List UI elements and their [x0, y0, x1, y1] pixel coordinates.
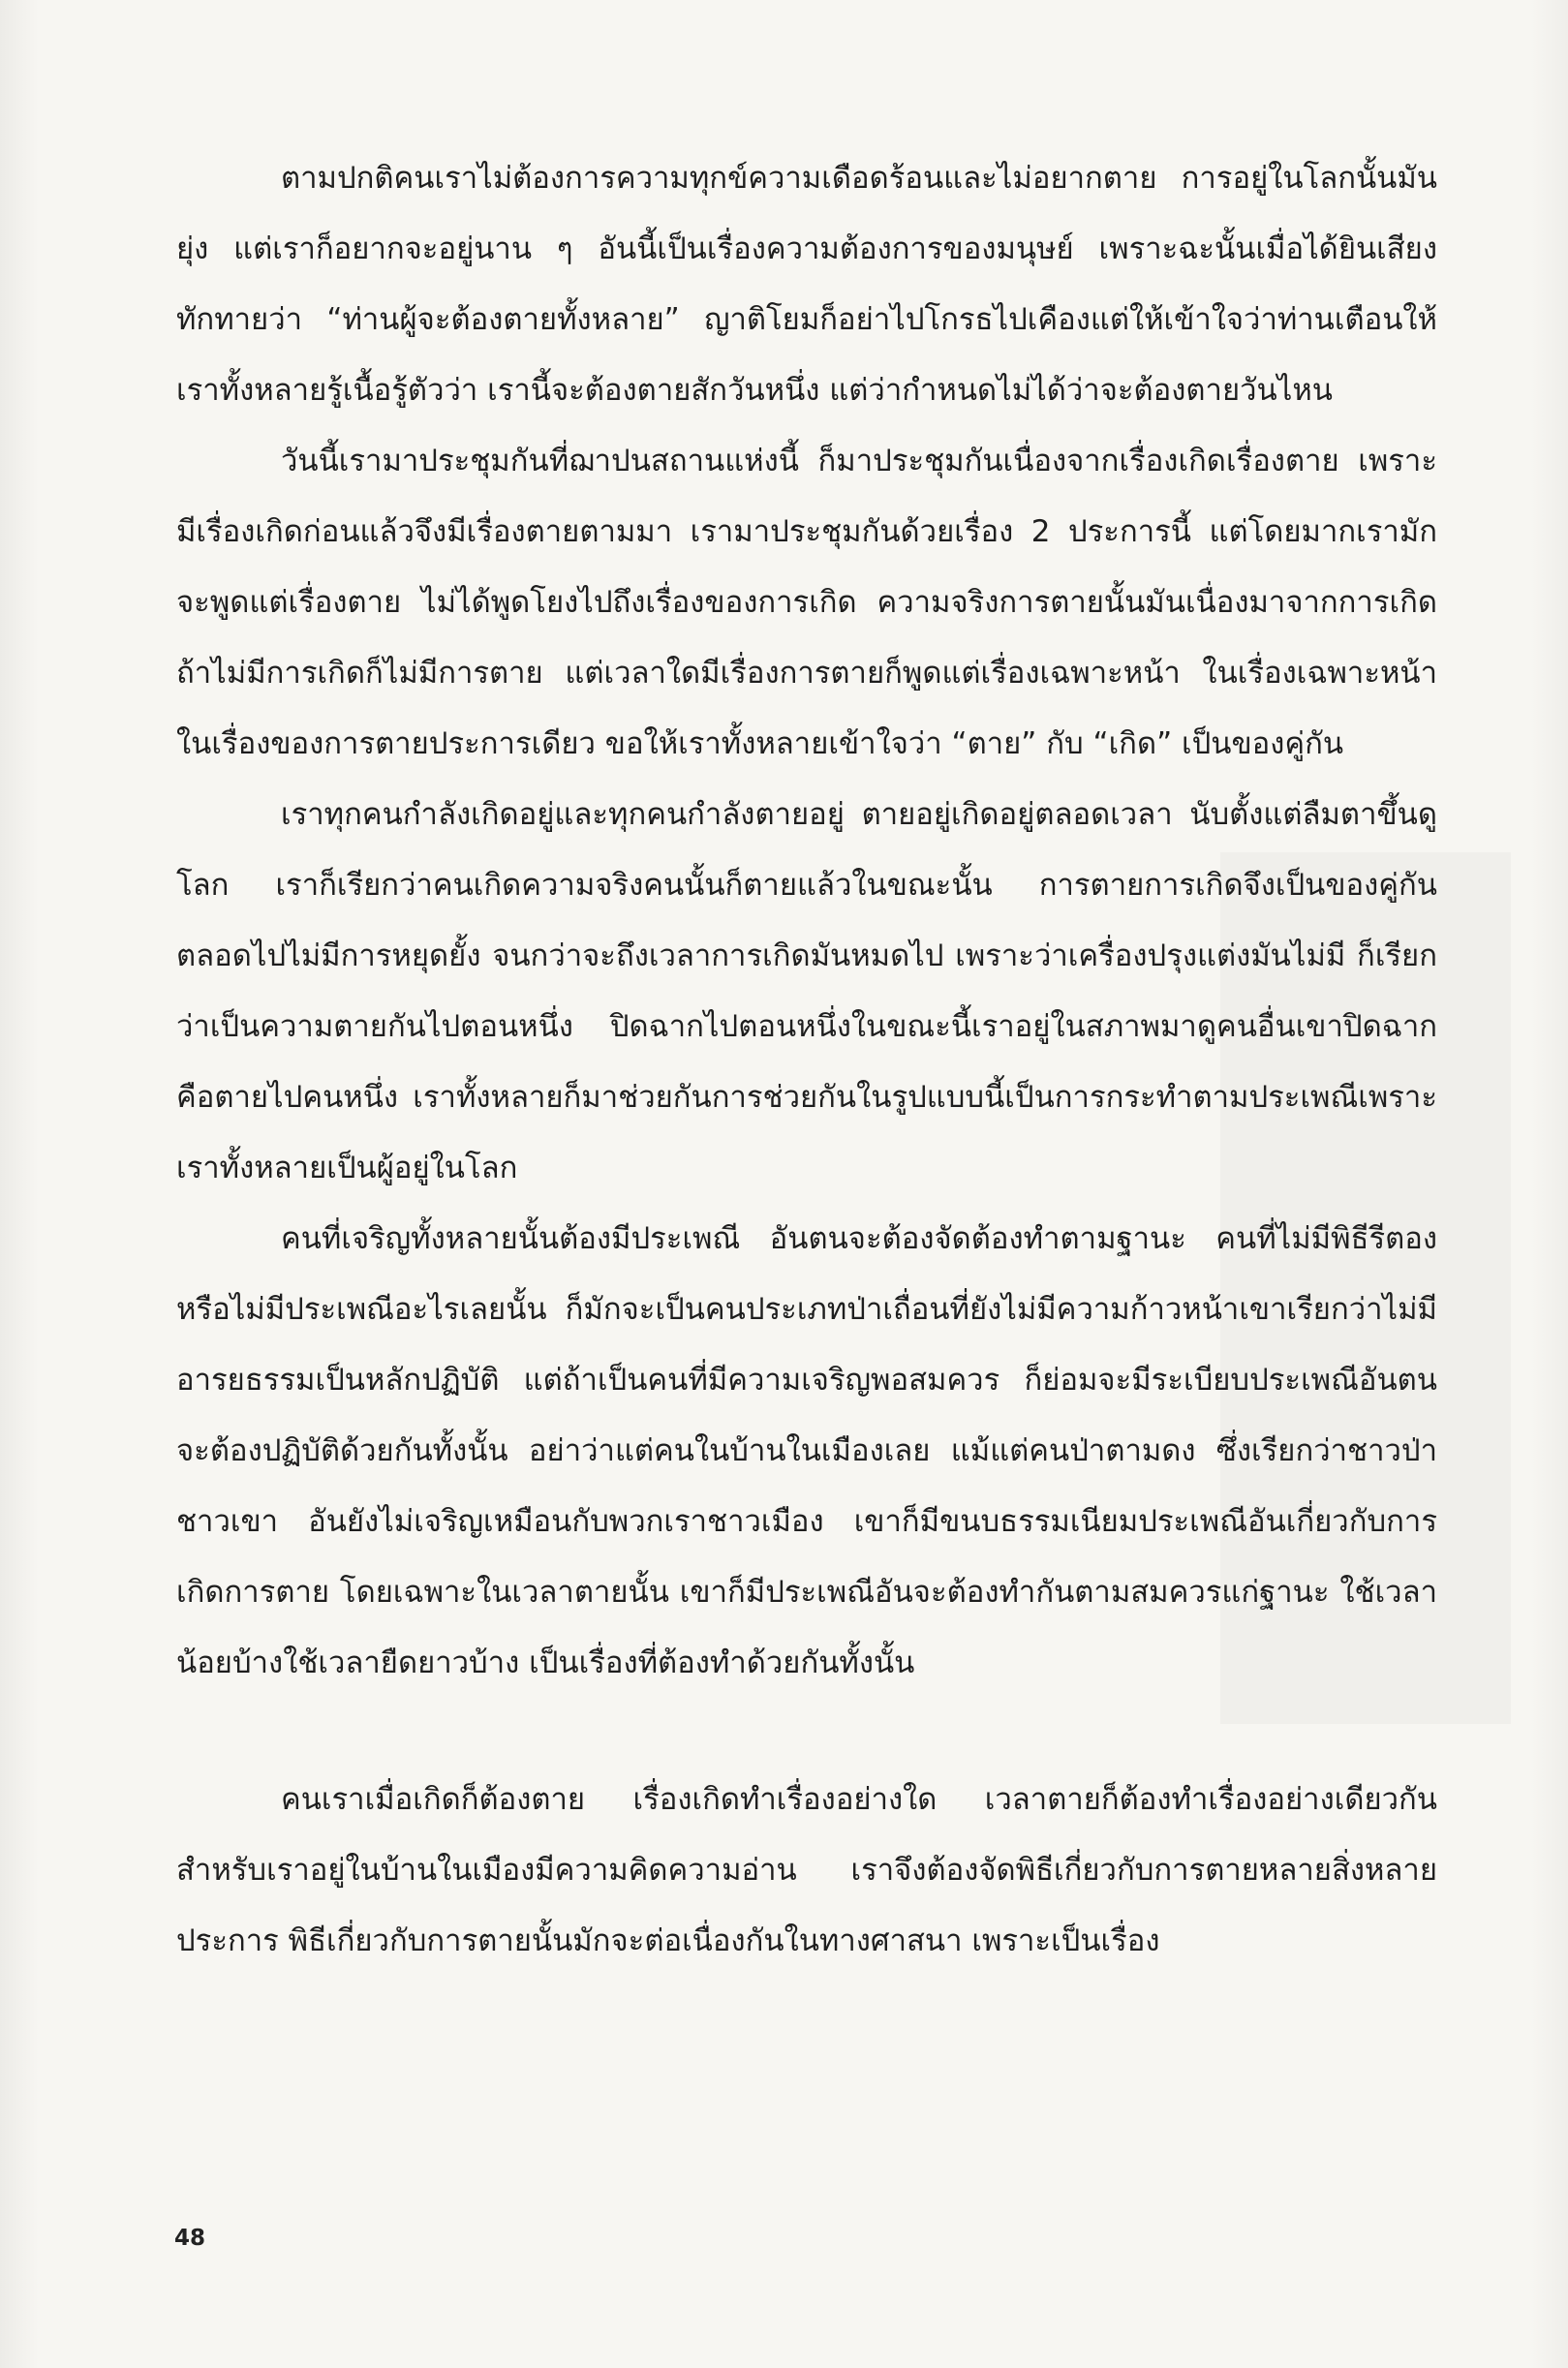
- paragraph-4: คนที่เจริญทั้งหลายนั้นต้องมีประเพณี อันตนจะต้องจัดต้องทำตามฐานะ คนที่ไม่มีพิธีรีตองหรือไม่มีประเพณีอะไรเลยนั้น ก็มักจะเป็นคนประเภทป่าเถื่อนที่ยังไม่มีความก้าวหน้าเขาเรียกว่าไม่มีอารยธรรมเป็นหลักปฏิบัติ แต่ถ้าเป็นคนที่มีความเจริญพอสมควร ก็ย่อมจะมีระเบียบประเพณีอันตนจะต้องปฏิบัติด้วยกันทั้งนั้น อย่าว่าแต่คนในบ้านในเมืองเลย แม้แต่คนป่าตามดง ซึ่งเรียกว่าชาวป่าชาวเขา อันยังไม่เจริญเหมือนกับพวกเราชาวเมือง เขาก็มีขนบธรรมเนียมประเพณีอันเกี่ยวกับการเกิดการตาย โดยเฉพาะในเวลาตายนั้น เขาก็มีประเพณีอันจะต้องทำกันตามสมควรแก่ฐานะ ใช้เวลาน้อยบ้างใช้เวลายืดยาวบ้าง เป็นเรื่องที่ต้องทำด้วยกันทั้งนั้น: [176, 1221, 1437, 1680]
- paragraph-5: คนเราเมื่อเกิดก็ต้องตาย เรื่องเกิดทำเรื่องอย่างใด เวลาตายก็ต้องทำเรื่องอย่างเดียวกันสำหรับเราอยู่ในบ้านในเมืองมีความคิดความอ่าน เราจึงต้องจัดพิธีเกี่ยวกับการตายหลายสิ่งหลายประการ พิธีเกี่ยวกับการตายนั้นมักจะต่อเนื่องกันในทางศาสนา เพราะเป็นเรื่อง: [176, 1782, 1437, 1958]
- paragraph-2: วันนี้เรามาประชุมกันที่ฌาปนสถานแห่งนี้ ก็มาประชุมกันเนื่องจากเรื่องเกิดเรื่องตาย เพราะมีเรื่องเกิดก่อนแล้วจึงมีเรื่องตายตามมา เรามาประชุมกันด้วยเรื่อง 2 ประการนี้ แต่โดยมากเรามักจะพูดแต่เรื่องตาย ไม่ได้พูดโยงไปถึงเรื่องของการเกิด ความจริงการตายนั้นมันเนื่องมาจากการเกิด ถ้าไม่มีการเกิดก็ไม่มีการตาย แต่เวลาใดมีเรื่องการตายก็พูดแต่เรื่องเฉพาะหน้า ในเรื่องเฉพาะหน้า ในเรื่องของการตายประการเดียว ขอให้เราทั้งหลายเข้าใจว่า “ตาย” กับ “เกิด” เป็นของคู่กัน: [176, 444, 1437, 761]
- body-text: [176, 143, 1437, 1977]
- paragraph-3: เราทุกคนกำลังเกิดอยู่และทุกคนกำลังตายอยู่ ตายอยู่เกิดอยู่ตลอดเวลา นับตั้งแต่ลืมตาขึ้นดูโลก เราก็เรียกว่าคนเกิดความจริงคนนั้นก็ตายแล้วในขณะนั้น การตายการเกิดจึงเป็นของคู่กันตลอดไปไม่มีการหยุดยั้ง จนกว่าจะถึงเวลาการเกิดมันหมดไป เพราะว่าเครื่องปรุงแต่งมันไม่มี ก็เรียกว่าเป็นความตายกันไปตอนหนึ่ง ปิดฉากไปตอนหนึ่งในขณะนี้เราอยู่ในสภาพมาดูคนอื่นเขาปิดฉาก คือตายไปคนหนึ่ง เราทั้งหลายก็มาช่วยกันการช่วยกันในรูปแบบนี้เป็นการกระทำตามประเพณีเพราะเราทั้งหลายเป็นผู้อยู่ในโลก: [176, 797, 1437, 1185]
- paragraph-1: ตามปกติคนเราไม่ต้องการความทุกข์ความเดือดร้อนและไม่อยากตาย การอยู่ในโลกนั้นมันยุ่ง แต่เราก็อยากจะอยู่นาน ๆ อันนี้เป็นเรื่องความต้องการของมนุษย์ เพราะฉะนั้นเมื่อได้ยินเสียงทักทายว่า “ท่านผู้จะต้องตายทั้งหลาย” ญาติโยมก็อย่าไปโกรธไปเคืองแต่ให้เข้าใจว่าท่านเตือนให้เราทั้งหลายรู้เนื้อรู้ตัวว่า เรานี้จะต้องตายสักวันหนึ่ง แต่ว่ากำหนดไม่ได้ว่าจะต้องตายวันไหน: [176, 161, 1437, 408]
- page-number: 48: [174, 2226, 206, 2251]
